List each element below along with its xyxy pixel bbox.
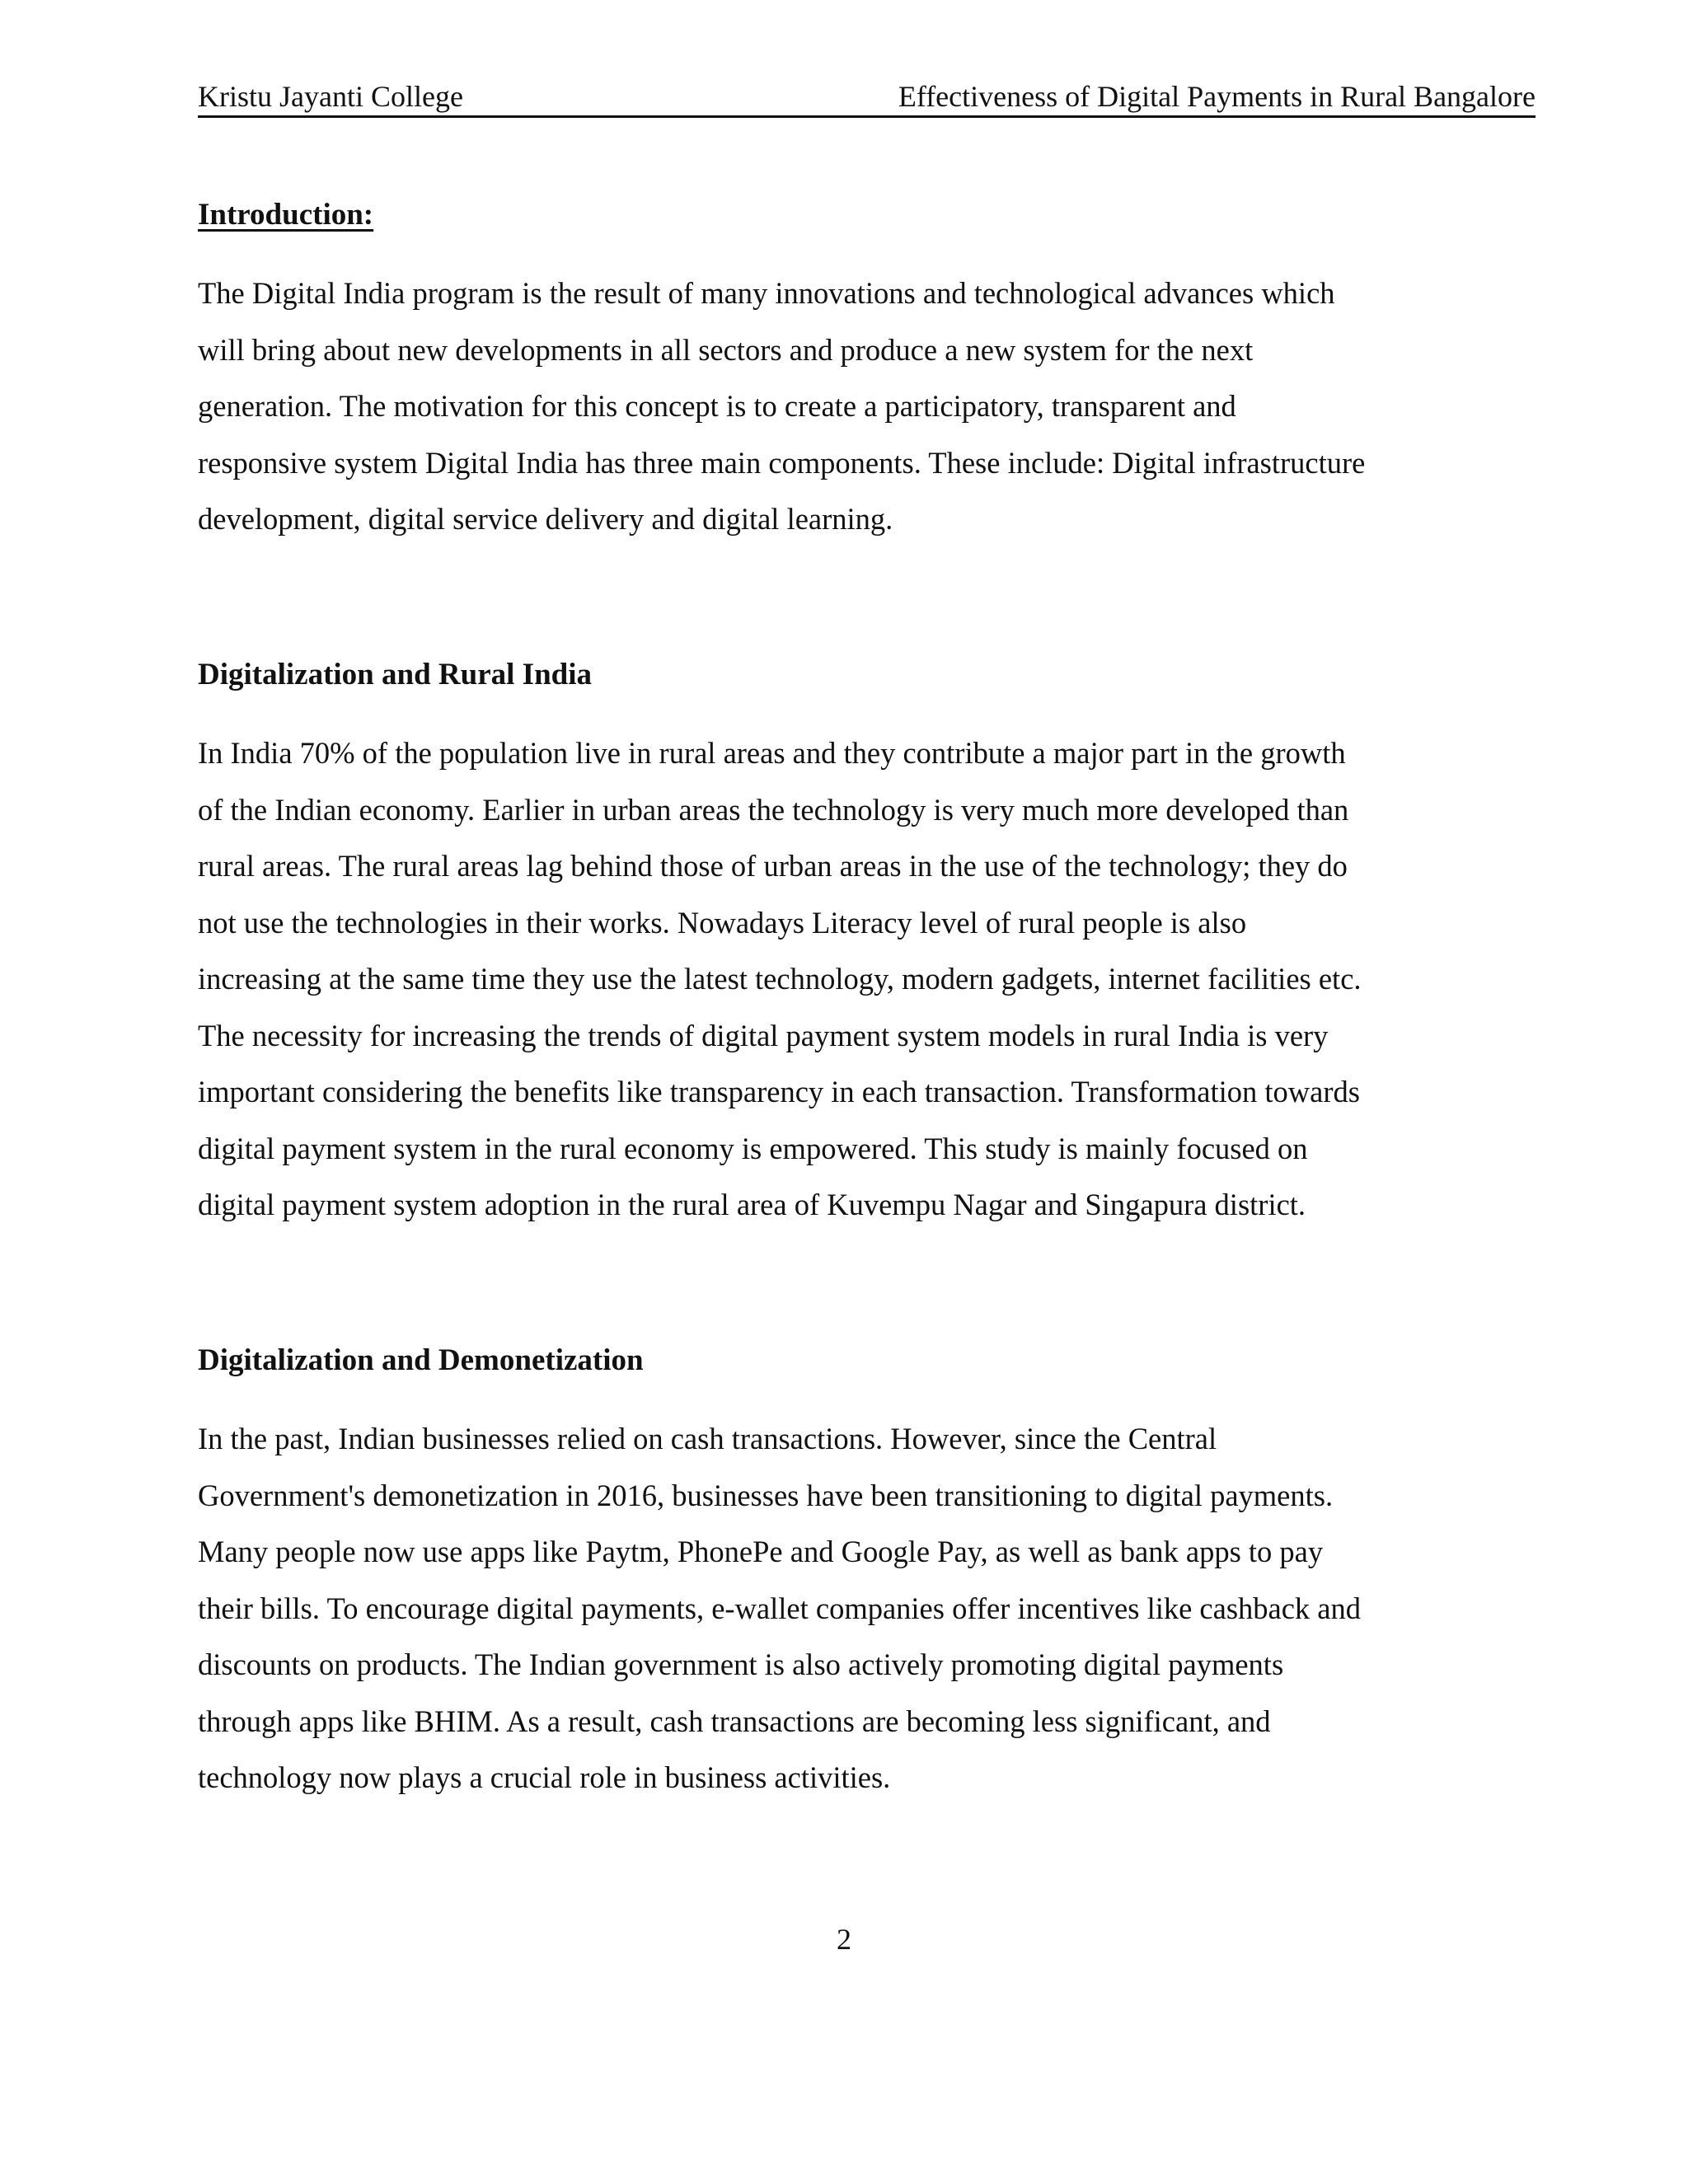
paragraph-line: their bills. To encourage digital payments, e-wallet companies offer incentives like cashback and — [198, 1591, 1362, 1625]
paragraph-line: not use the technologies in their works. Nowadays Literacy level of rural people is also — [198, 905, 1247, 940]
section-body-introduction — [198, 265, 1517, 548]
section-heading-demonetization: Digitalization and Demonetization — [198, 1343, 644, 1377]
section-body-demonetization — [198, 1411, 1517, 1807]
paragraph-line: Many people now use apps like Paytm, PhonePe and Google Pay, as well as bank apps to pay — [198, 1535, 1324, 1568]
header-document-title: Effectiveness of Digital Payments in Rural Bangalore — [898, 80, 1536, 113]
paragraph-line: In the past, Indian businesses relied on cash transactions. However, since the Central — [198, 1422, 1217, 1455]
paragraph-line: development, digital service delivery and digital learning. — [198, 502, 893, 536]
paragraph-line: through apps like BHIM. As a result, cash transactions are becoming less significant, and — [198, 1704, 1271, 1738]
section-heading-introduction: Introduction: — [198, 198, 374, 232]
paragraph-line: digital payment system adoption in the rural area of Kuvempu Nagar and Singapura district. — [198, 1188, 1306, 1221]
paragraph-line: In India 70% of the population live in rural areas and they contribute a major part in the growth — [198, 736, 1346, 770]
header-college-name: Kristu Jayanti College — [198, 80, 463, 113]
paragraph-line: responsive system Digital India has three main components. These include: Digital infrastructure — [198, 445, 1366, 480]
paragraph-line: generation. The motivation for this concept is to create a participatory, transparent and — [198, 389, 1236, 423]
paragraph-line: technology now plays a crucial role in business activities. — [198, 1760, 891, 1794]
section-heading-rural-india: Digitalization and Rural India — [198, 658, 593, 691]
paragraph-line: important considering the benefits like transparency in each transaction. Transformation towards — [198, 1075, 1360, 1108]
paragraph-line: digital payment system in the rural economy is empowered. This study is mainly focused on — [198, 1131, 1308, 1165]
paragraph-line: discounts on products. The Indian government is also actively promoting digital payments — [198, 1647, 1284, 1681]
paragraph-line: rural areas. The rural areas lag behind those of urban areas in the use of the technology; they do — [198, 849, 1348, 883]
paragraph-line: of the Indian economy. Earlier in urban areas the technology is very much more developed than — [198, 792, 1349, 827]
paragraph-line: increasing at the same time they use the latest technology, modern gadgets, internet facilities etc. — [198, 962, 1362, 996]
paragraph-line: The Digital India program is the result of many innovations and technological advances which — [198, 276, 1335, 310]
paragraph-line: Government's demonetization in 2016, businesses have been transitioning to digital payments. — [198, 1478, 1334, 1512]
running-header — [198, 77, 1536, 118]
paragraph-line: will bring about new developments in all sectors and produce a new system for the next — [198, 332, 1254, 367]
section-body-rural-india — [198, 725, 1517, 1234]
page-number: 2 — [837, 1923, 851, 1956]
paragraph-line: The necessity for increasing the trends of digital payment system models in rural India is very — [198, 1018, 1329, 1052]
